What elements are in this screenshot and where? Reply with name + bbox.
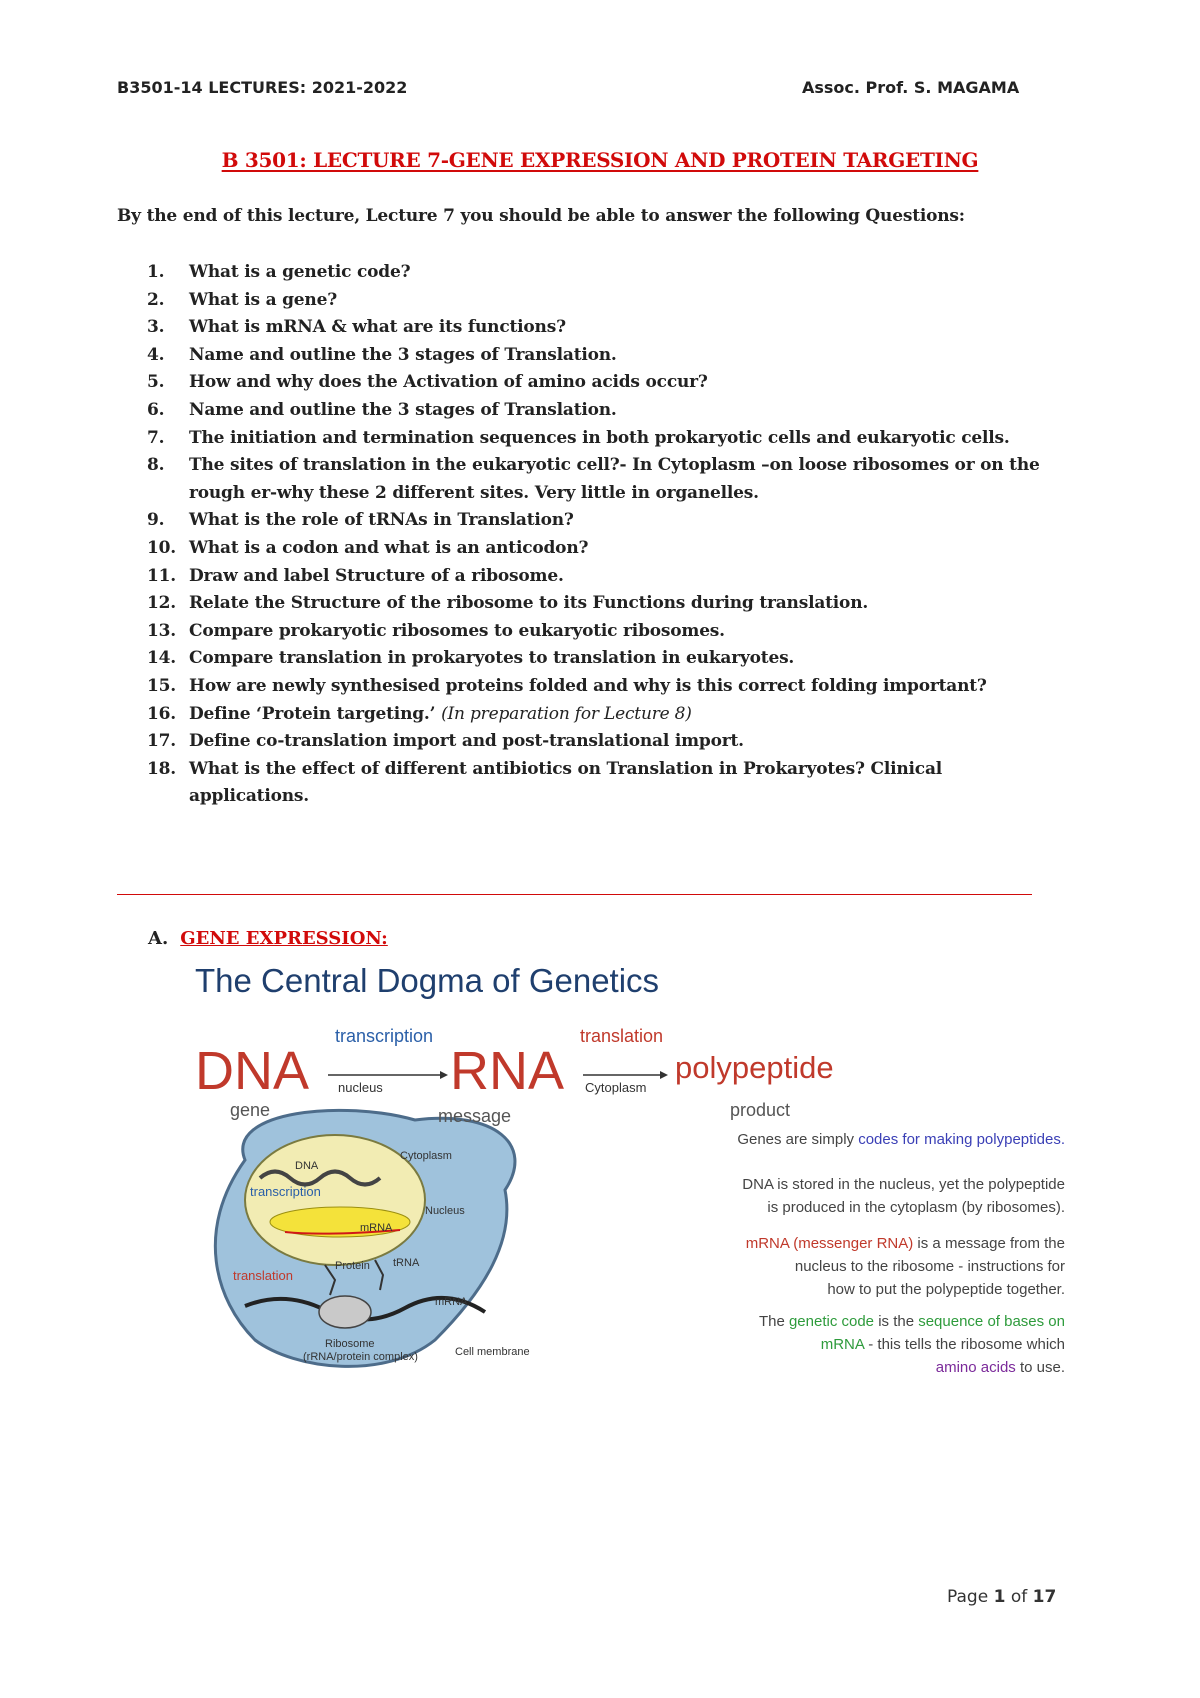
- item-text: What is mRNA & what are its functions?: [189, 317, 566, 338]
- item-number: 5.: [147, 372, 165, 393]
- footer-total-pages: 17: [1032, 1587, 1057, 1607]
- item-number: 4.: [147, 344, 165, 365]
- item-text: The sites of translation in the eukaryotic cell?- In Cytoplasm –on loose ribosomes or on the rough er-why these 2 different sites. Very little in organelles.: [189, 455, 1040, 503]
- desc-mrna: [645, 1232, 1065, 1301]
- desc-mrna-text: is a message from the: [913, 1235, 1065, 1252]
- product-label: product: [730, 1100, 791, 1120]
- desc-genes-highlight: codes for making polypeptides.: [858, 1131, 1065, 1148]
- cell-mrna-outer-label: mRNA: [435, 1296, 468, 1308]
- question-list: [117, 259, 1067, 811]
- desc-code-h: to use.: [1015, 1359, 1065, 1376]
- list-item: [117, 701, 1067, 729]
- list-item: [117, 369, 1067, 397]
- translation-label: translation: [580, 1026, 664, 1046]
- desc-code-line3: [645, 1356, 1065, 1379]
- header-author: Assoc. Prof. S. MAGAMA: [802, 78, 1020, 97]
- item-text: What is a codon and what is an anticodon?: [189, 537, 589, 558]
- translation-arrowhead: [660, 1071, 668, 1079]
- cytoplasm-arrow-label: Cytoplasm: [585, 1080, 647, 1095]
- item-number: 15.: [147, 675, 176, 696]
- polypeptide-word: polypeptide: [675, 1050, 834, 1085]
- footer-page-number: 1: [993, 1587, 1006, 1607]
- cell-translation-label: translation: [233, 1268, 293, 1283]
- cell-trna-label: tRNA: [393, 1257, 420, 1269]
- desc-mrna-line1: [645, 1232, 1065, 1255]
- list-item: [117, 259, 1067, 287]
- item-text: Name and outline the 3 stages of Translation.: [189, 344, 617, 365]
- desc-genetic-code: [645, 1310, 1065, 1379]
- cell-ribosome-sub-label: (rRNA/protein complex): [303, 1351, 418, 1363]
- list-item: [117, 342, 1067, 370]
- page-footer: [947, 1587, 1056, 1607]
- item-text: How are newly synthesised proteins folded and why is this correct folding important?: [189, 675, 987, 696]
- desc-code-line2: [645, 1333, 1065, 1356]
- desc-dna-line1: DNA is stored in the nucleus, yet the polypeptide: [742, 1176, 1065, 1193]
- desc-code-f: - this tells the ribosome which: [864, 1336, 1065, 1353]
- desc-code-d: sequence of bases on: [918, 1313, 1065, 1330]
- cell-nucleus-label: Nucleus: [425, 1205, 465, 1217]
- list-item: [117, 645, 1067, 673]
- item-number: 17.: [147, 731, 176, 752]
- intro-text: By the end of this lecture, Lecture 7 you should be able to answer the following Questions:: [117, 206, 965, 226]
- desc-dna-storage: [645, 1173, 1065, 1219]
- nucleus-shape: [245, 1135, 425, 1265]
- desc-code-e: mRNA: [820, 1336, 865, 1353]
- item-text: What is a gene?: [189, 289, 337, 310]
- cell-transcription-label: transcription: [250, 1184, 321, 1199]
- footer-page-label: Page: [947, 1587, 989, 1607]
- item-text: What is a genetic code?: [189, 262, 411, 282]
- item-number: 16.: [147, 703, 176, 724]
- list-item: [117, 452, 1067, 507]
- item-number: 18.: [147, 758, 176, 779]
- header-course: B3501-14 LECTURES: 2021-2022: [117, 78, 408, 97]
- item-number: 8.: [147, 455, 165, 476]
- section-label: GENE EXPRESSION:: [180, 928, 388, 949]
- desc-mrna-line3: how to put the polypeptide together.: [827, 1281, 1065, 1298]
- cell-cytoplasm-label: Cytoplasm: [400, 1150, 452, 1162]
- list-item: [117, 425, 1067, 453]
- cell-ribosome-label: Ribosome: [325, 1338, 375, 1350]
- lecture-title: B 3501: LECTURE 7-GENE EXPRESSION AND PROTEIN TARGETING: [221, 148, 979, 172]
- desc-code-c: is the: [874, 1313, 919, 1330]
- desc-genes-text: Genes are simply: [737, 1131, 859, 1148]
- transcription-label: transcription: [335, 1026, 434, 1046]
- list-item: [117, 563, 1067, 591]
- central-dogma-figure: [185, 960, 1065, 1415]
- list-item: [117, 618, 1067, 646]
- list-item: [117, 535, 1067, 563]
- item-number: 10.: [147, 537, 176, 558]
- list-item: [117, 397, 1067, 425]
- item-text: Relate the Structure of the ribosome to its Functions during translation.: [189, 593, 869, 614]
- desc-dna-line2: is produced in the cytoplasm (by ribosomes).: [767, 1199, 1065, 1216]
- item-number: 9.: [147, 510, 165, 531]
- ribosome-shape: [319, 1296, 371, 1328]
- list-item: [117, 673, 1067, 701]
- section-heading: [148, 928, 388, 949]
- list-item: [117, 507, 1067, 535]
- item-number: 12.: [147, 593, 176, 614]
- item-text: Name and outline the 3 stages of Translation.: [189, 399, 617, 420]
- desc-code-g: amino acids: [935, 1359, 1016, 1376]
- nucleus-arrow-label: nucleus: [335, 1080, 386, 1095]
- gene-label: gene: [230, 1100, 271, 1120]
- cell-dna-label: DNA: [295, 1160, 319, 1172]
- item-text: What is the role of tRNAs in Translation?: [189, 510, 574, 531]
- desc-code-a: The: [758, 1313, 789, 1330]
- item-number: 6.: [147, 399, 165, 420]
- section-divider: [117, 894, 1032, 895]
- cell-membrane-label: Cell membrane: [455, 1346, 530, 1358]
- item-text: Define co-translation import and post-translational import.: [189, 731, 744, 752]
- cell-mrna-label: mRNA: [360, 1222, 393, 1234]
- item-number: 2.: [147, 289, 165, 310]
- item-number: 11.: [147, 565, 176, 586]
- list-item: [117, 728, 1067, 756]
- item-text: What is the effect of different antibiotics on Translation in Prokaryotes? Clinical applications.: [189, 758, 943, 807]
- dna-word: DNA: [195, 1041, 310, 1101]
- message-label: message: [438, 1106, 512, 1126]
- list-item: [117, 287, 1067, 315]
- figure-title: The Central Dogma of Genetics: [195, 962, 660, 999]
- item-number: 3.: [147, 317, 165, 338]
- item-note: (In preparation for Lecture 8): [441, 703, 692, 724]
- item-text: Define ‘Protein targeting.’: [189, 703, 442, 724]
- cell-protein-label: Protein: [335, 1260, 370, 1272]
- list-item: [117, 590, 1067, 618]
- desc-genes: [645, 1128, 1065, 1151]
- footer-of-label: of: [1010, 1587, 1028, 1607]
- transcription-arrowhead: [440, 1071, 448, 1079]
- desc-mrna-line2: nucleus to the ribosome - instructions for: [794, 1258, 1065, 1275]
- item-text: Compare translation in prokaryotes to translation in eukaryotes.: [189, 648, 795, 669]
- item-text: Draw and label Structure of a ribosome.: [189, 565, 564, 586]
- rna-word: RNA: [450, 1041, 565, 1101]
- item-number: 7.: [147, 427, 165, 448]
- list-item: [117, 756, 1067, 811]
- list-item: [117, 314, 1067, 342]
- item-number: 1.: [147, 262, 165, 282]
- item-text: The initiation and termination sequences in both prokaryotic cells and eukaryotic cells.: [189, 427, 1010, 448]
- item-number: 13.: [147, 620, 176, 641]
- item-text: Compare prokaryotic ribosomes to eukaryotic ribosomes.: [189, 620, 725, 641]
- section-letter: A.: [148, 928, 169, 949]
- desc-code-line1: [645, 1310, 1065, 1333]
- desc-code-b: genetic code: [788, 1313, 875, 1330]
- desc-mrna-highlight: mRNA (messenger RNA): [745, 1235, 914, 1252]
- item-text: How and why does the Activation of amino acids occur?: [189, 372, 708, 393]
- item-number: 14.: [147, 648, 176, 669]
